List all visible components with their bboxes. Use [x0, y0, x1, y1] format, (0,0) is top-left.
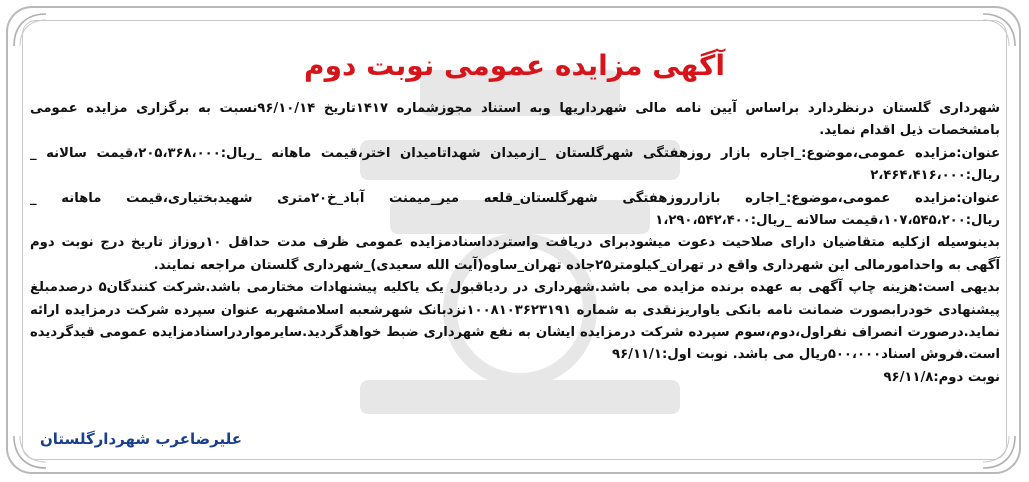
paragraph-invitation: بدینوسیله ازکلیه متقاضیان دارای صلاحیت دعوت میشودبرای دریافت واستردداسنادمزایده عمومی ظرف مدت حداقل ۱۰روزاز تاریخ درج نوبت دوم آگهی به واحدامورمالی این شهرداری واقع در تهران_کیلومتر۲۵جاده تهران_ساوه(آیت الله سعیدی)_شهرداری گلستان مراجعه نمایند.: [30, 235, 1001, 273]
paragraph-item-1: عنوان:مزایده عمومی،موضوع:_اجاره بازار روزهفتگی شهرگلستان _ازمیدان شهداتامیدان اختر،قیمت ماهانه _ریال:۲۰۵،۳۶۸،۰۰۰،قیمت سالانه _ ریال:۲،۴۶۴،۴۱۶،۰۰۰: [30, 145, 1000, 184]
paragraph-second-round-date: نوبت دوم:۹۶/۱۱/۸: [883, 369, 1000, 385]
paragraph-intro: شهرداری گلستان درنظردارد براساس آیین نامه مالی شهرداریها وبه استناد مجوزشماره ۱۴۱۷تاریخ ۹۶/۱۰/۱۴نسبت به برگزاری مزایده عمومی بامشخصات ذیل اقدام نماید.: [30, 101, 1000, 139]
paragraph-conditions: بدیهی است:هزینه چاپ آگهی به عهده برنده مزایده می باشد.شهرداری در ردیاقبول یک یاکلیه پیشنهادات مختارمی باشد.شرکت کنندگان۵ درصدمبلغ پیشنهادی خودرابصورت ضمانت نامه بانکی یاواریزنقدی به شماره ۱۰۰۸۱۰۳۶۲۳۱۹۱نزدبانک شهرشعبه اسلامشهربه عنوان سپرده شرکت درمزایده ارائه نماید.درصورت انصراف نفراول،دوم،سوم سپرده شرکت درمزایده ایشان به نفع شهرداری ضبط خواهدگردید.سایرمواردراسنادمزایده عمومی قیدگردیده است.فروش اسناد۵۰۰،۰۰۰ریال می باشد. نوبت اول:۹۶/۱۱/۱: [30, 280, 1000, 363]
paragraph-item-2: عنوان:مزایده عمومی،موضوع:_اجاره بازارروزهفتگی شهرگلستان_قلعه میر_میمنت آباد_خ۲۰متری شهیدبختیاری،قیمت ماهانه _ ریال:۱۰۷،۵۴۵،۲۰۰،قیمت سالانه _ریال:۱،۲۹۰،۵۴۲،۴۰۰: [30, 190, 1000, 229]
corner-ornament-bottom-right: [979, 432, 1019, 472]
signature-mayor: علیرضاعرب شهردارگلستان: [40, 430, 242, 448]
ad-body: [30, 98, 1000, 389]
ad-title: آگهی مزایده عمومی نوبت دوم: [304, 49, 725, 82]
